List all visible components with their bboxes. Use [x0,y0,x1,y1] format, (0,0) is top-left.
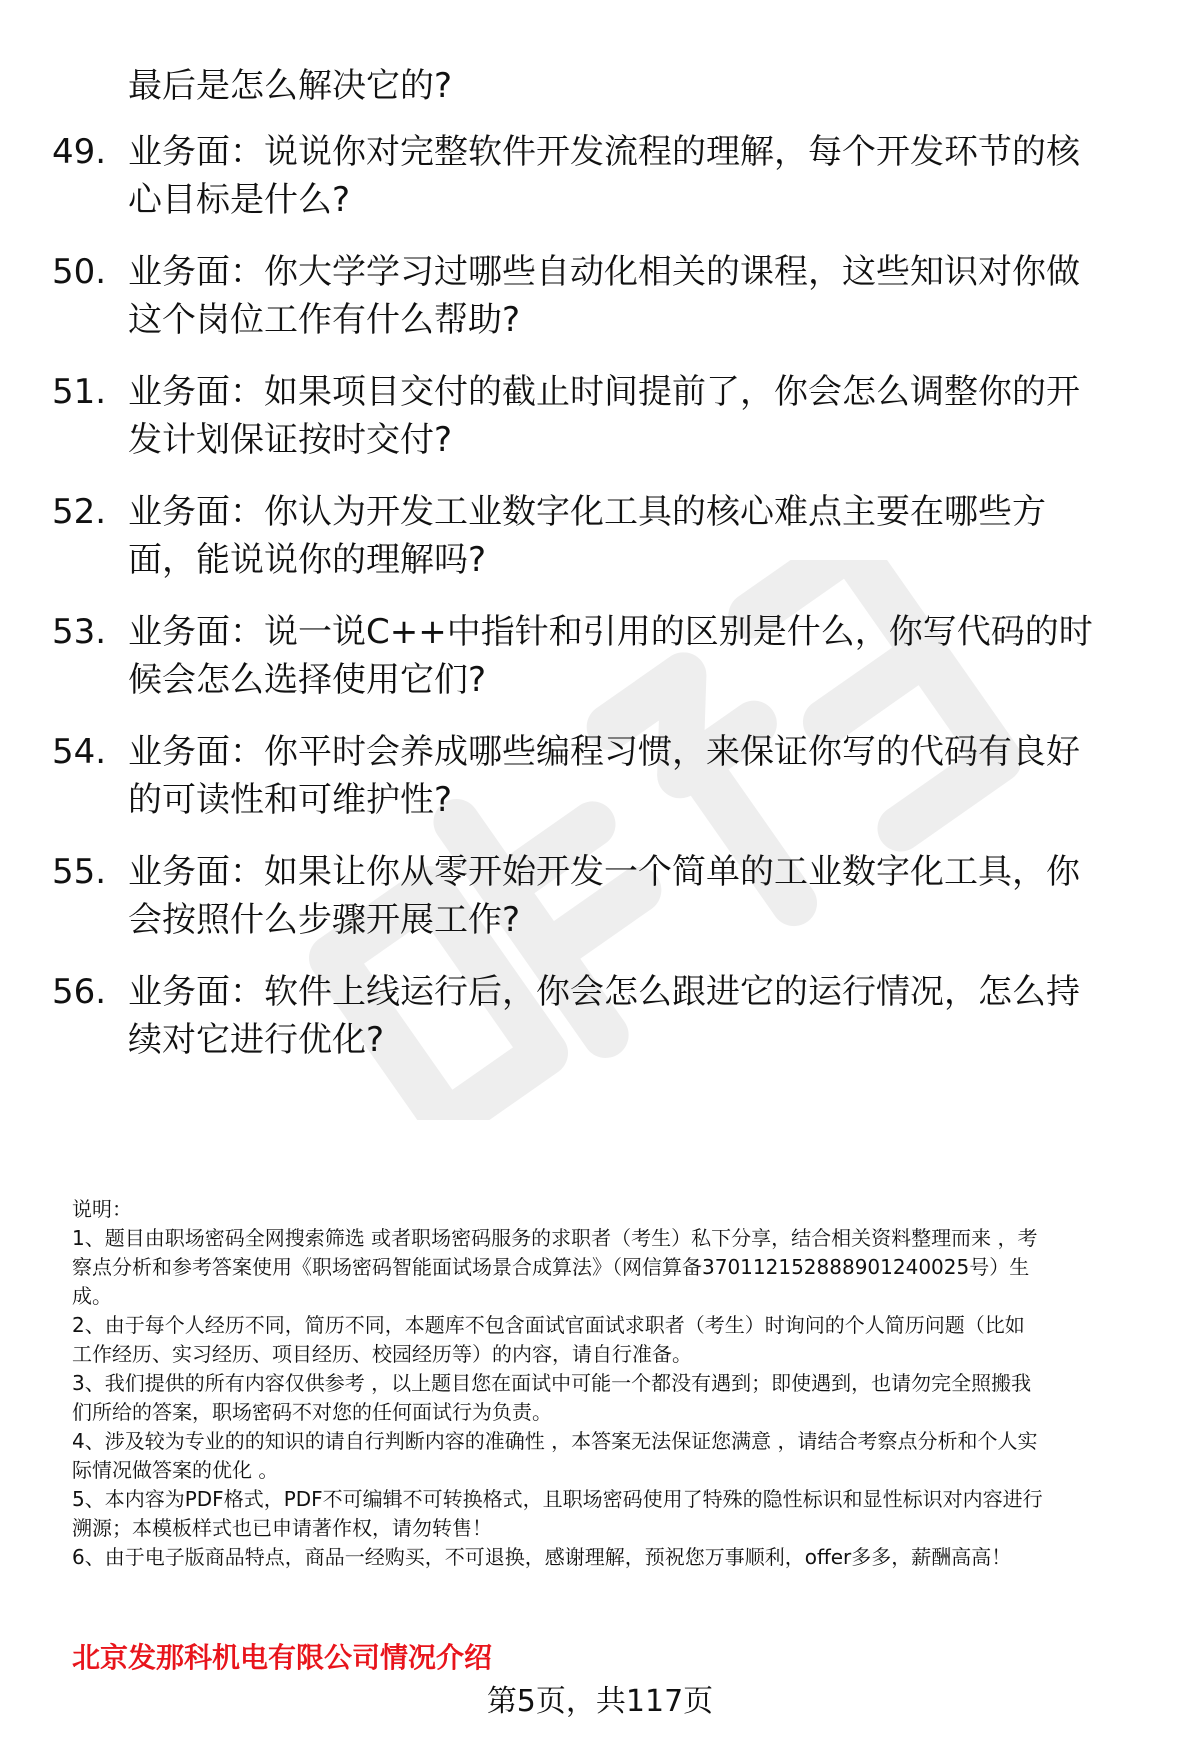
question-number: 56. [52,972,107,1012]
notes-line: 们所给的答案，职场密码不对您的任何面试行为负责。 [72,1400,552,1424]
notes-line: 际情况做答案的优化 。 [72,1458,279,1482]
question-line: 业务面：软件上线运行后，你会怎么跟进它的运行情况，怎么持 [128,972,1080,1012]
question-line: 业务面：说说你对完整软件开发流程的理解，每个开发环节的核 [128,132,1080,172]
question-line: 业务面：你大学学习过哪些自动化相关的课程，这些知识对你做 [128,252,1080,292]
question-number: 51. [52,372,107,412]
question-number: 53. [52,612,107,652]
company-intro-title: 北京发那科机电有限公司情况介绍 [72,1641,493,1674]
question-text [128,968,1138,1064]
question-line: 业务面：你认为开发工业数字化工具的核心难点主要在哪些方 [128,492,1046,532]
question-line: 面，能说说你的理解吗? [128,540,487,580]
notes-line: 察点分析和参考答案使用《职场密码智能面试场景合成算法》（网信算备370112152888901240025号）生 [72,1255,1030,1279]
question-text [128,248,1138,344]
notes-line: 溯源；本模板样式也已申请著作权，请勿转售！ [72,1516,492,1540]
notes-line: 4、涉及较为专业的的知识的请自行判断内容的准确性 ，本答案无法保证您满意 ，请结合考察点分析和个人实 [72,1429,1038,1453]
notes-heading: 说明： [72,1197,132,1221]
question-line: 续对它进行优化? [128,1020,385,1060]
question-continuation: 最后是怎么解决它的? [128,66,453,106]
question-number: 50. [52,252,107,292]
question-line: 的可读性和可维护性? [128,780,453,820]
notes-line: 5、本内容为PDF格式，PDF不可编辑不可转换格式，且职场密码使用了特殊的隐性标识和显性标识对内容进行 [72,1487,1043,1511]
question-line: 心目标是什么? [128,180,351,220]
notes-section [72,1195,1162,1572]
question-line: 业务面：如果项目交付的截止时间提前了，你会怎么调整你的开 [128,372,1080,412]
question-text [128,608,1138,704]
notes-line: 2、由于每个人经历不同，简历不同，本题库不包含面试官面试求职者（考生）时询问的个人简历问题（比如 [72,1313,1025,1337]
question-line: 会按照什么步骤开展工作? [128,900,521,940]
page-number: 第5页，共117页 [486,1684,714,1719]
question-text [128,848,1138,944]
question-line: 发计划保证按时交付? [128,420,453,460]
notes-line: 1、题目由职场密码全网搜索筛选 或者职场密码服务的求职者（考生）私下分享，结合相关资料整理而来 ，考 [72,1226,1038,1250]
notes-line: 工作经历、实习经历、项目经历、校园经历等）的内容，请自行准备。 [72,1342,692,1366]
question-line: 候会怎么选择使用它们? [128,660,487,700]
notes-line: 成。 [72,1284,112,1308]
question-number: 55. [52,852,107,892]
question-line: 这个岗位工作有什么帮助? [128,300,521,340]
question-line: 业务面：说一说C++中指针和引用的区别是什么，你写代码的时 [128,612,1093,652]
question-number: 52. [52,492,107,532]
question-number: 54. [52,732,107,772]
notes-line: 3、我们提供的所有内容仅供参考 ，以上题目您在面试中可能一个都没有遇到；即使遇到，也请勿完全照搬我 [72,1371,1032,1395]
question-text [128,728,1138,824]
question-line: 业务面：你平时会养成哪些编程习惯，来保证你写的代码有良好 [128,732,1080,772]
question-number: 49. [52,132,107,172]
question-text [128,488,1138,584]
question-text [128,368,1138,464]
question-line: 业务面：如果让你从零开始开发一个简单的工业数字化工具，你 [128,852,1080,892]
question-text [128,128,1138,224]
notes-line: 6、由于电子版商品特点，商品一经购买，不可退换，感谢理解，预祝您万事顺利，offer多多，薪酬高高！ [72,1545,1012,1569]
